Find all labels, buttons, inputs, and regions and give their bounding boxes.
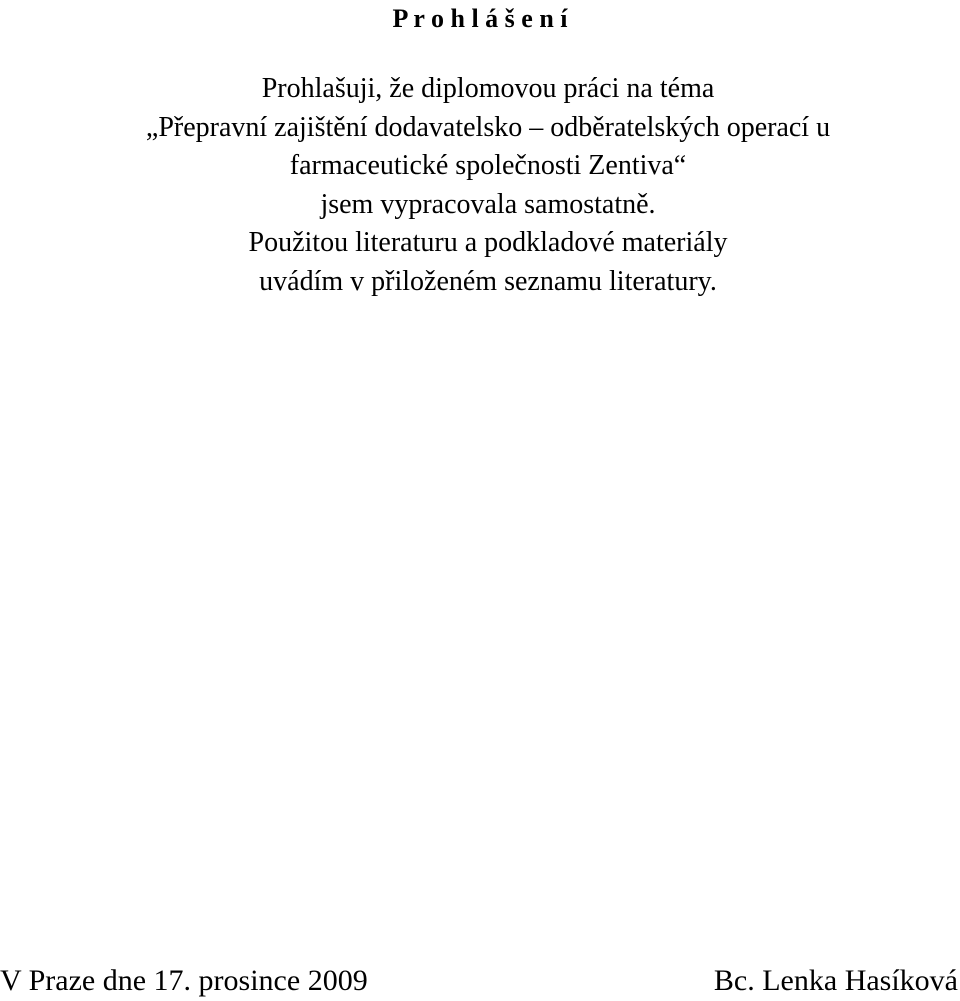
statement-line: Prohlašuji, že diplomovou práci na téma (261, 73, 715, 104)
statement-line: Použitou literaturu a podkladové materiály (248, 227, 728, 258)
declaration-heading: P r o h l á š e n í (392, 4, 568, 33)
statement-line: farmaceutické společnosti Zentiva“ (289, 150, 687, 181)
place-and-date: V Praze dne 17. prosince 2009 (0, 964, 368, 997)
declaration-statement (0, 70, 960, 301)
statement-line: jsem vypracovala samostatně. (320, 188, 656, 220)
author-name: Bc. Lenka Hasíková (713, 964, 958, 997)
statement-line: „Přepravní zajištění dodavatelsko – odběratelských operací u (145, 111, 831, 143)
statement-line: uvádím v přiloženém seznamu literatury. (259, 265, 717, 297)
